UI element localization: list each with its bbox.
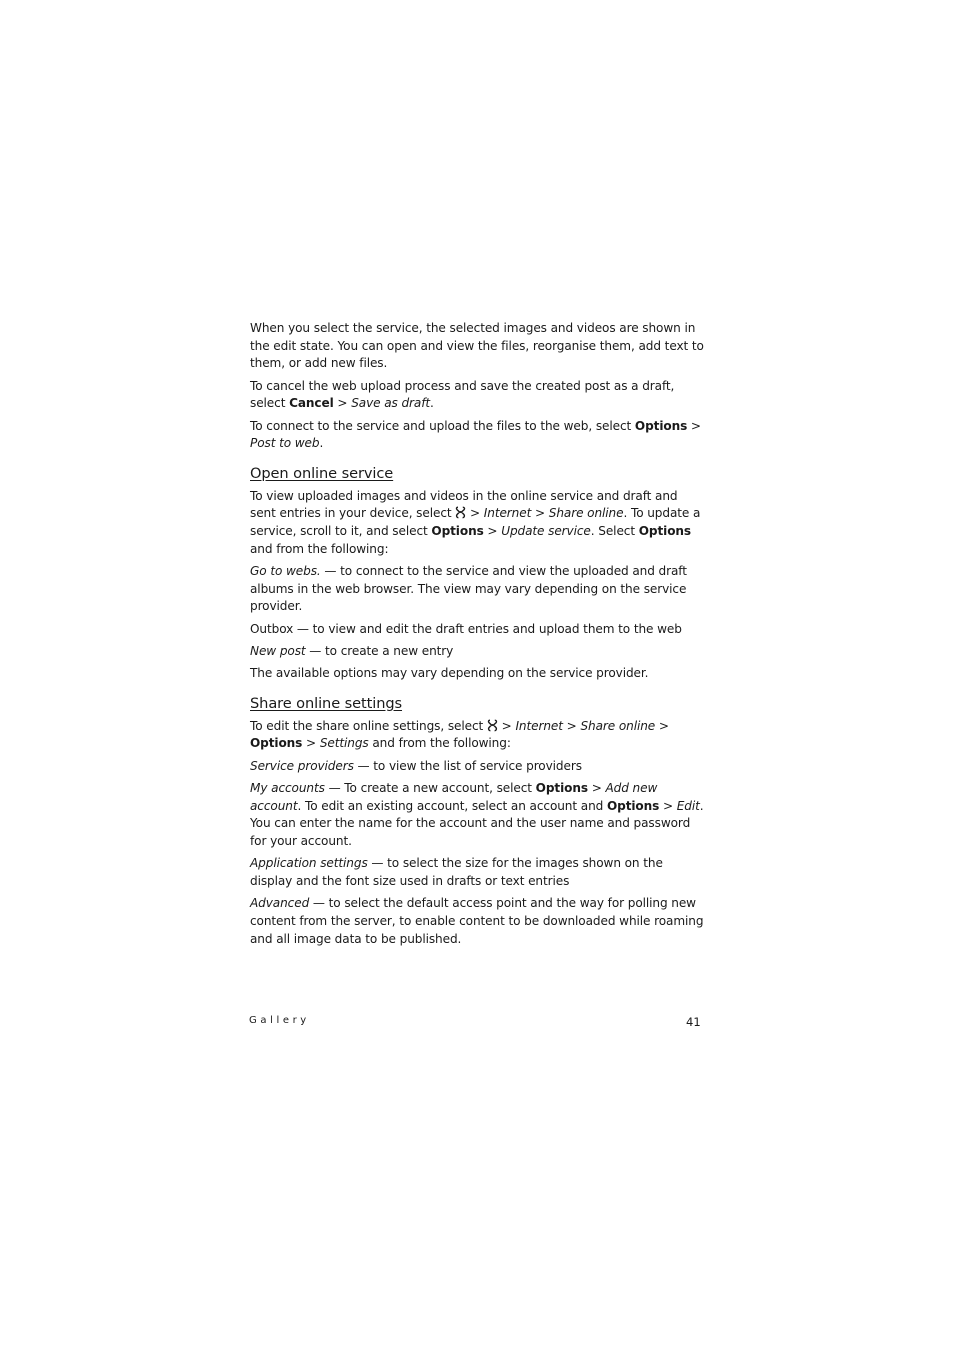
save-as-draft-option: Save as draft (351, 396, 431, 411)
cancel-command: Cancel (289, 396, 334, 411)
paragraph-post-to-web: To connect to the service and upload the files to the web, select Options > Post to web. (250, 418, 701, 451)
option-go-to-webs: Go to webs. — to connect to the service and view the uploaded and draft albums in the web browser. The view may vary depending on the service provider. (250, 563, 687, 614)
menu-key-icon (487, 719, 498, 732)
paragraph-edit-state: When you select the service, the selected images and videos are shown in the edit state. You can open and view the files, reorganise them, add text to them, or add new files. (250, 321, 704, 371)
post-to-web-option: Post to web (250, 436, 320, 451)
page-number: 41 (686, 1015, 701, 1029)
options-note: The available options may vary depending on the service provider. (250, 666, 649, 681)
setting-advanced: Advanced — to select the default access point and the way for polling new content from the server, to enable content to be downloaded while roaming and all image data to be published. (250, 896, 704, 946)
settings-intro: To edit the share online settings, select > Internet > Share online > Options > Settings and from the following: (250, 718, 669, 751)
options-command: Options (634, 418, 688, 433)
setting-my-accounts: My accounts — To create a new account, select Options > Add new account. To edit an existing account, select an account and Options > Edit. You can enter the name for the account and the user name and password for your account. (250, 781, 704, 849)
heading-open-online-service: Open online service (250, 464, 394, 482)
footer-section-name: Gallery (249, 1015, 310, 1026)
open-service-intro: To view uploaded images and videos in the online service and draft and sent entries in your device, select > Internet > Share online. To update a service, scroll to it, and select Options > Update service. Select Options and from the following: (250, 488, 701, 556)
menu-key-icon (455, 506, 466, 519)
setting-service-providers: Service providers — to view the list of service providers (250, 758, 582, 773)
paragraph-cancel-upload: To cancel the web upload process and save the created post as a draft, select Cancel > Save as draft. (250, 378, 675, 411)
option-new-post: New post — to create a new entry (250, 643, 454, 658)
setting-application-settings: Application settings — to select the size for the images shown on the display and the font size used in drafts or text entries (250, 856, 663, 889)
option-outbox: Outbox — to view and edit the draft entries and upload them to the web (250, 621, 682, 636)
page-content (250, 320, 706, 953)
heading-share-online-settings: Share online settings (250, 694, 403, 712)
